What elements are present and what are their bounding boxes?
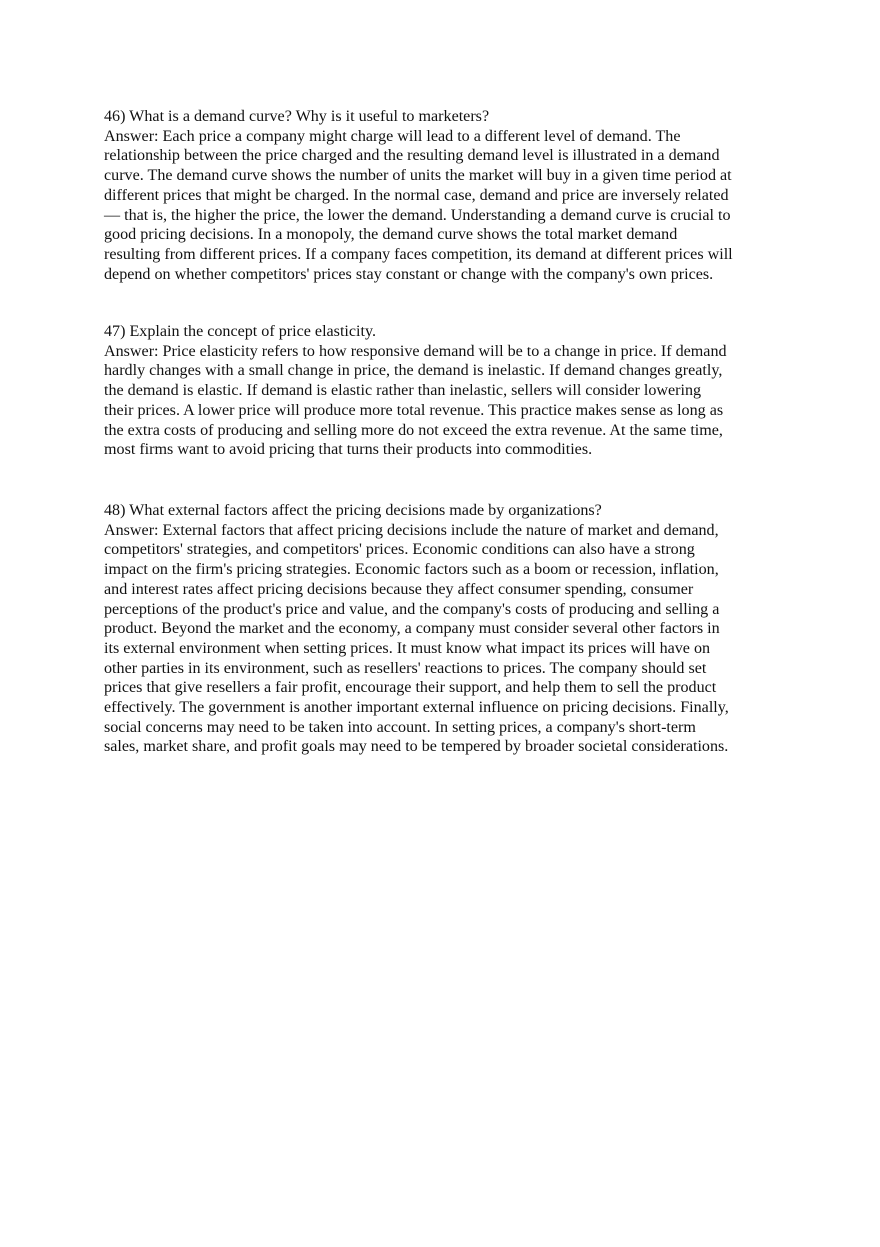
question-text: 46) What is a demand curve? Why is it useful to marketers? [104,108,490,125]
answer-line: Answer: External factors that affect pricing decisions include the nature of market and demand, [104,521,719,539]
question-block-48 [104,501,784,757]
answer-line: the extra costs of producing and selling more do not exceed the extra revenue. At the same time, [104,421,723,439]
answer-line: the demand is elastic. If demand is elastic rather than inelastic, sellers will consider lowering [104,382,702,400]
answer-line: Answer: Price elasticity refers to how responsive demand will be to a change in price. If demand [104,342,727,360]
answer-line: — that is, the higher the price, the lower the demand. Understanding a demand curve is crucial to [104,206,731,224]
answer-line: other parties in its environment, such as resellers' reactions to prices. The company should set [104,659,707,677]
answer-line: resulting from different prices. If a company faces competition, its demand at different prices will [104,245,733,263]
answer-line: effectively. The government is another important external influence on pricing decisions. Finally, [104,699,729,717]
answer-line: perceptions of the product's price and value, and the company's costs of producing and selling a [104,600,720,618]
answer-line: sales, market share, and profit goals may need to be tempered by broader societal considerations. [104,738,729,756]
answer-line: impact on the firm's pricing strategies. Economic factors such as a boom or recession, inflation, [104,561,719,579]
answer-line: its external environment when setting prices. It must know what impact its prices will have on [104,639,711,657]
answer-line: hardly changes with a small change in price, the demand is inelastic. If demand changes greatly, [104,362,723,380]
answer-line: Answer: Each price a company might charge will lead to a different level of demand. The [104,127,681,145]
question-block-46 [104,107,784,284]
answer-line: and interest rates affect pricing decisions because they affect consumer spending, consumer [104,580,694,598]
answer-line: their prices. A lower price will produce more total revenue. This practice makes sense as long as [104,401,724,419]
answer-line: competitors' strategies, and competitors' prices. Economic conditions can also have a strong [104,541,695,559]
question-block-47 [104,322,784,460]
answer-line: prices that give resellers a fair profit, encourage their support, and help them to sell the product [104,679,717,697]
answer-line: depend on whether competitors' prices stay constant or change with the company's own prices. [104,265,714,283]
answer-line: social concerns may need to be taken into account. In setting prices, a company's short-term [104,718,696,736]
answer-line: product. Beyond the market and the economy, a company must consider several other factors in [104,620,720,638]
question-text: 47) Explain the concept of price elasticity. [104,323,376,340]
answer-line: most firms want to avoid pricing that turns their products into commodities. [104,441,593,459]
answer-line: different prices that might be charged. In the normal case, demand and price are inversely related [104,186,729,204]
answer-line: relationship between the price charged and the resulting demand level is illustrated in a demand [104,147,720,165]
question-text: 48) What external factors affect the pricing decisions made by organizations? [104,502,602,519]
answer-line: good pricing decisions. In a monopoly, the demand curve shows the total market demand [104,226,678,244]
answer-line: curve. The demand curve shows the number of units the market will buy in a given time period at [104,167,732,185]
